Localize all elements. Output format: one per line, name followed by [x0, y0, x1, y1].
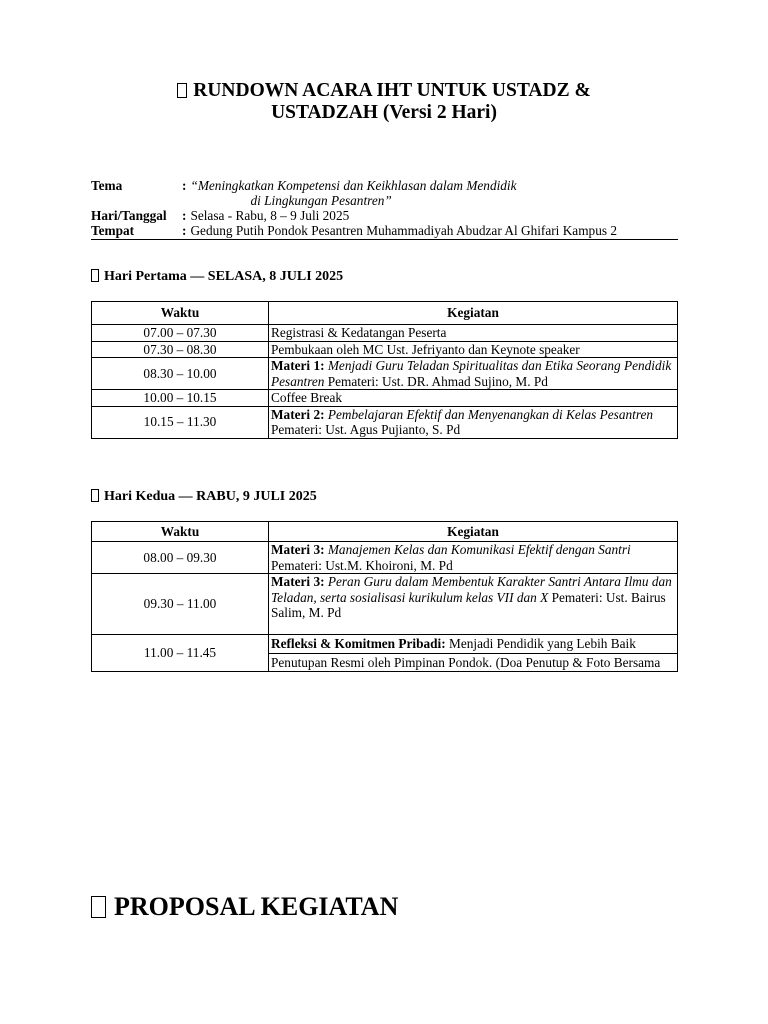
column-header-activity: Kegiatan [269, 522, 678, 542]
materi-speaker: Pemateri: Ust. Agus Pujianto, S. Pd [271, 422, 461, 437]
activity-cell [269, 406, 678, 438]
activity-cell [269, 635, 678, 672]
closing-text: Penutupan Resmi oleh Pimpinan Pondok. (Doa Penutup & Foto Bersama [271, 654, 661, 670]
event-info [91, 178, 678, 240]
box-glyph-icon [91, 489, 99, 502]
document-title [90, 80, 678, 124]
activity-cell [269, 542, 678, 574]
day1-heading [91, 269, 343, 285]
table-header-row [92, 522, 678, 542]
table-row [92, 358, 678, 390]
time-cell: 08.00 – 09.30 [92, 542, 269, 574]
materi-speaker: Pemateri: Ust.M. Khoironi, M. Pd [271, 557, 453, 573]
day1-schedule-table [91, 301, 678, 439]
table-row [92, 325, 678, 342]
materi-label: Materi 2: [271, 406, 325, 422]
time-cell: 08.30 – 10.00 [92, 358, 269, 390]
proposal-title: PROPOSAL KEGIATAN [114, 892, 399, 921]
info-row-tema [91, 178, 678, 208]
activity-cell: Coffee Break [269, 390, 678, 407]
reflection-text: Menjadi Pendidik yang Lebih Baik [449, 636, 636, 651]
time-cell: 11.00 – 11.45 [92, 635, 269, 672]
tema-value-line-2: di Lingkungan Pesantren” [250, 193, 392, 208]
title-line-1 [90, 80, 678, 102]
materi-topic: Pembelajaran Efektif dan Menyenangkan di Kelas Pesantren [327, 406, 654, 422]
table-row [92, 406, 678, 438]
materi-topic: Menjadi Guru Teladan Spiritualitas dan Etika Seorang Pendidik Pesantren [271, 358, 672, 389]
table-row [92, 574, 678, 635]
table-row [92, 635, 678, 672]
table-row [92, 341, 678, 358]
activity-cell: Registrasi & Kedatangan Peserta [269, 325, 678, 342]
materi-topic: Peran Guru dalam Membentuk Karakter Santri Antara Ilmu dan Teladan, serta sosialisasi kurikulum kelas VII dan X [271, 574, 672, 605]
time-cell: 07.00 – 07.30 [92, 325, 269, 342]
materi-topic: Manajemen Kelas dan Komunikasi Efektif dengan Santri [327, 542, 631, 557]
proposal-heading [91, 892, 398, 922]
time-cell: 10.00 – 10.15 [92, 390, 269, 407]
materi-speaker: Pemateri: Ust. Bairus Salim, M. Pd [271, 589, 666, 620]
materi-label: Materi 1: [271, 358, 325, 373]
materi-speaker: Pemateri: Ust. DR. Ahmad Sujino, M. Pd [327, 373, 548, 389]
box-glyph-icon [91, 896, 106, 918]
info-row-tempat [91, 223, 678, 238]
day2-heading [91, 489, 317, 505]
table-row [92, 542, 678, 574]
day2-heading-text: Hari Kedua — RABU, 9 JULI 2025 [104, 489, 317, 504]
reflection-label: Refleksi & Komitmen Pribadi: [271, 636, 446, 651]
tempat-label: Tempat [91, 223, 135, 238]
table-row [92, 390, 678, 407]
tanggal-label: Hari/Tanggal [91, 208, 167, 223]
activity-part-reflection [269, 635, 677, 653]
tema-value-line-1: “Meningkatkan Kompetensi dan Keikhlasan dalam Mendidik [190, 178, 517, 193]
tempat-colon: : [182, 223, 187, 238]
activity-cell: Pembukaan oleh MC Ust. Jefriyanto dan Keynote speaker [269, 341, 678, 358]
activity-cell [269, 574, 678, 635]
day2-schedule-table [91, 521, 678, 672]
title-text-2: USTADZAH (Versi 2 Hari) [271, 102, 497, 123]
materi-label: Materi 3: [271, 542, 325, 557]
tema-colon: : [182, 178, 187, 193]
tempat-value: Gedung Putih Pondok Pesantren Muhammadiyah Abudzar Al Ghifari Kampus 2 [190, 223, 617, 238]
activity-part-closing [269, 653, 677, 672]
title-text-1: RUNDOWN ACARA IHT UNTUK USTADZ & [193, 80, 591, 101]
column-header-activity: Kegiatan [269, 302, 678, 325]
time-cell: 10.15 – 11.30 [92, 406, 269, 438]
tanggal-value: Selasa - Rabu, 8 – 9 Juli 2025 [190, 208, 350, 223]
activity-cell [269, 358, 678, 390]
table-header-row [92, 302, 678, 325]
tema-value [190, 178, 678, 208]
day1-heading-text: Hari Pertama — SELASA, 8 JULI 2025 [104, 269, 344, 284]
materi-label: Materi 3: [271, 574, 325, 589]
info-row-tanggal [91, 208, 678, 223]
tanggal-colon: : [182, 208, 187, 223]
time-cell: 07.30 – 08.30 [92, 341, 269, 358]
column-header-time: Waktu [92, 302, 269, 325]
column-header-time: Waktu [92, 522, 269, 542]
time-cell: 09.30 – 11.00 [92, 574, 269, 635]
box-glyph-icon [177, 83, 187, 98]
tema-label: Tema [91, 178, 123, 193]
box-glyph-icon [91, 269, 99, 282]
